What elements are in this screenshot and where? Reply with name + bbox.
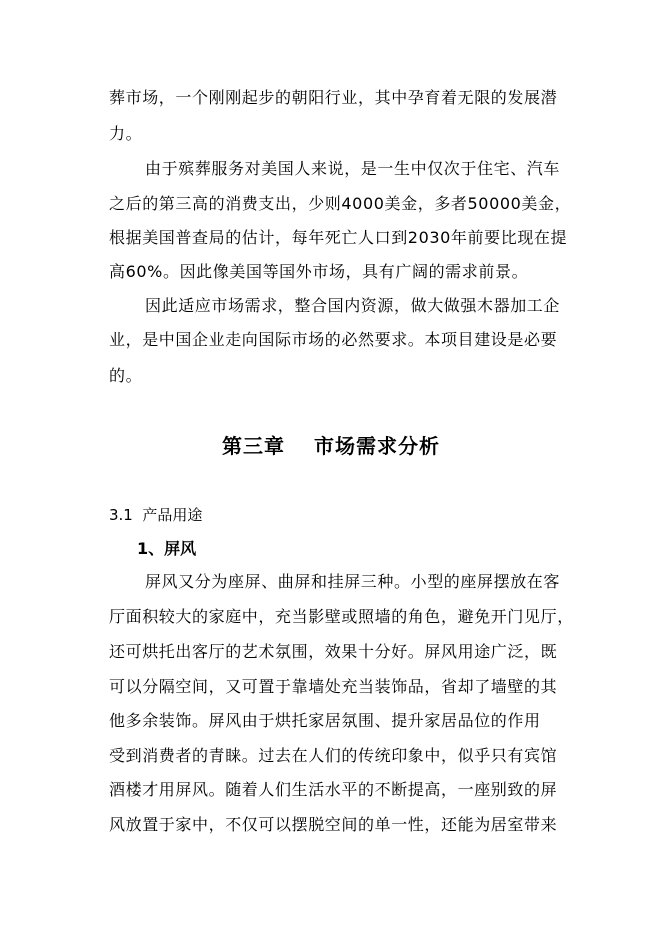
paragraph-line: 可以分隔空间，又可置于靠墙处充当装饰品，省却了墙壁的其 [109, 677, 558, 696]
paragraph-line: 业，是中国企业走向国际市场的必然要求。本项目建设是必要 [109, 330, 558, 349]
paragraph-line: 由于殡葬服务对美国人来说，是一生中仅次于住宅、汽车 [145, 159, 561, 178]
paragraph-line: 他多余装饰。屏风由于烘托家居氛围、提升家居品位的作用 [109, 711, 541, 730]
chapter-title: 第三章 市场需求分析 [222, 434, 440, 458]
paragraph-line: 酒楼才用屏风。随着人们生活水平的不断提高，一座别致的屏 [109, 780, 558, 799]
paragraph-line: 葬市场，一个刚刚起步的朝阳行业，其中孕育着无限的发展潜 [109, 88, 558, 107]
paragraph-line: 厅面积较大的家庭中，充当影壁或照墙的角色，避免开门见厅， [109, 607, 574, 626]
paragraph-line: 根据美国普查局的估计，每年死亡人口到2030年前要比现在提 [109, 228, 568, 247]
paragraph-line: 的。 [109, 366, 143, 385]
paragraph-line: 风放置于家中，不仅可以摆脱空间的单一性，还能为居室带来 [109, 815, 558, 834]
paragraph-line: 因此适应市场需求，整合国内资源，做大做强木器加工企 [145, 296, 561, 315]
subheading: 1、屏风 [137, 539, 197, 558]
paragraph-line: 力。 [109, 124, 143, 143]
paragraph-line: 之后的第三高的消费支出，少则4000美金，多者50000美金， [109, 194, 572, 213]
paragraph-line: 还可烘托出客厅的艺术氛围，效果十分好。屏风用途广泛，既 [109, 642, 558, 661]
paragraph-line: 屏风又分为座屏、曲屏和挂屏三种。小型的座屏摆放在客 [145, 572, 561, 591]
paragraph-line: 高60%。因此像美国等国外市场，具有广阔的需求前景。 [109, 262, 529, 281]
paragraph-line: 受到消费者的青睐。过去在人们的传统印象中，似乎只有宾馆 [109, 746, 558, 765]
section-heading: 3.1 产品用途 [109, 506, 203, 524]
